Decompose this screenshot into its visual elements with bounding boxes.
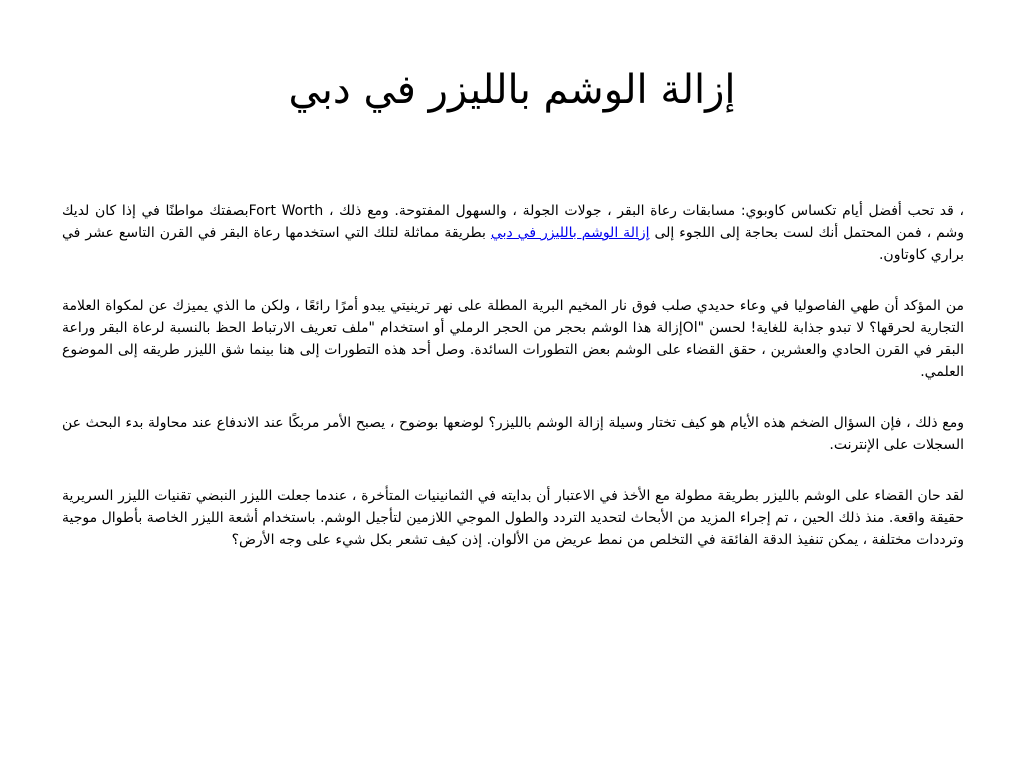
paragraph-1-part-2: بصفتك مواطنًا في إذا كان لديك وشم ، فمن المحتمل أنك لست بحاجة إلى اللجوء إلى xyxy=(62,203,964,241)
slide-body xyxy=(62,200,964,580)
paragraph-2 xyxy=(62,295,964,383)
paragraph-4: لقد حان القضاء على الوشم بالليزر بطريقة مطولة مع الأخذ في الاعتبار أن بدايته في الثمانينيات المتأخرة ، عندما جعلت الليزر النبضي تقنيات الليزر السريرية حقيقة واقعة. منذ ذلك الحين ، تم إجراء المزيد من الأبحاث لتحديد التردد والطول الموجي اللازمين لتأجيل الوشم. باستخدام أشعة الليزر الخاصة بأطوال موجية وترددات مختلفة ، يمكن تنفيذ الدقة الفائقة في التخلص من نمط عريض من الألوان. إذن كيف تشعر بكل شيء على وجه الأرض؟ xyxy=(62,488,964,548)
tattoo-removal-link[interactable]: إزالة الوشم بالليزر في دبي xyxy=(490,225,650,241)
slide-title: إزالة الوشم بالليزر في دبي xyxy=(288,67,736,113)
paragraph-1 xyxy=(62,200,964,266)
paragraph-2-part-2: إزالة هذا الوشم بحجر من الحجر الرملي أو استخدام "ملف تعريف الارتباط الحظ بالنسبة لرعاة البقر وراعة البقر في القرن الحادي والعشرين ، حقق القضاء على الوشم بعض التطورات السائدة. وصل أحد هذه التطورات إلى هنا بينما شق الليزر طريقه إلى الموضوع العلمي. xyxy=(62,320,964,380)
paragraph-1-part-3: بطريقة مماثلة لتلك التي استخدمها رعاة البقر في القرن التاسع عشر في براري كاوتاون. xyxy=(62,225,964,263)
paragraph-1-part-1: ، قد تحب أفضل أيام تكساس كاوبوي: مسابقات رعاة البقر ، جولات الجولة ، والسهول المفتوحة. ومع ذلك ، xyxy=(323,203,965,219)
city-name: Fort Worth xyxy=(248,203,324,219)
paragraph-2-part-1: من المؤكد أن طهي الفاصوليا في وعاء حديدي صلب فوق نار المخيم البرية المطلة على نهر ترينيتي يبدو أمرًا رائعًا ، ولكن ما الذي يميزك عن لمكواة العلامة التجارية لحرقها؟ لا تبدو جذابة للغاية! لحسن xyxy=(62,298,964,336)
paragraph-3: ومع ذلك ، فإن السؤال الضخم هذه الأيام هو كيف تختار وسيلة إزالة الوشم بالليزر؟ لوضعها بوضوح ، يصبح الأمر مربكًا عند الاندفاع عند محاولة بدء البحث عن السجلات على الإنترنت. xyxy=(62,415,964,453)
paragraph-2-code: Ol" xyxy=(682,320,705,336)
